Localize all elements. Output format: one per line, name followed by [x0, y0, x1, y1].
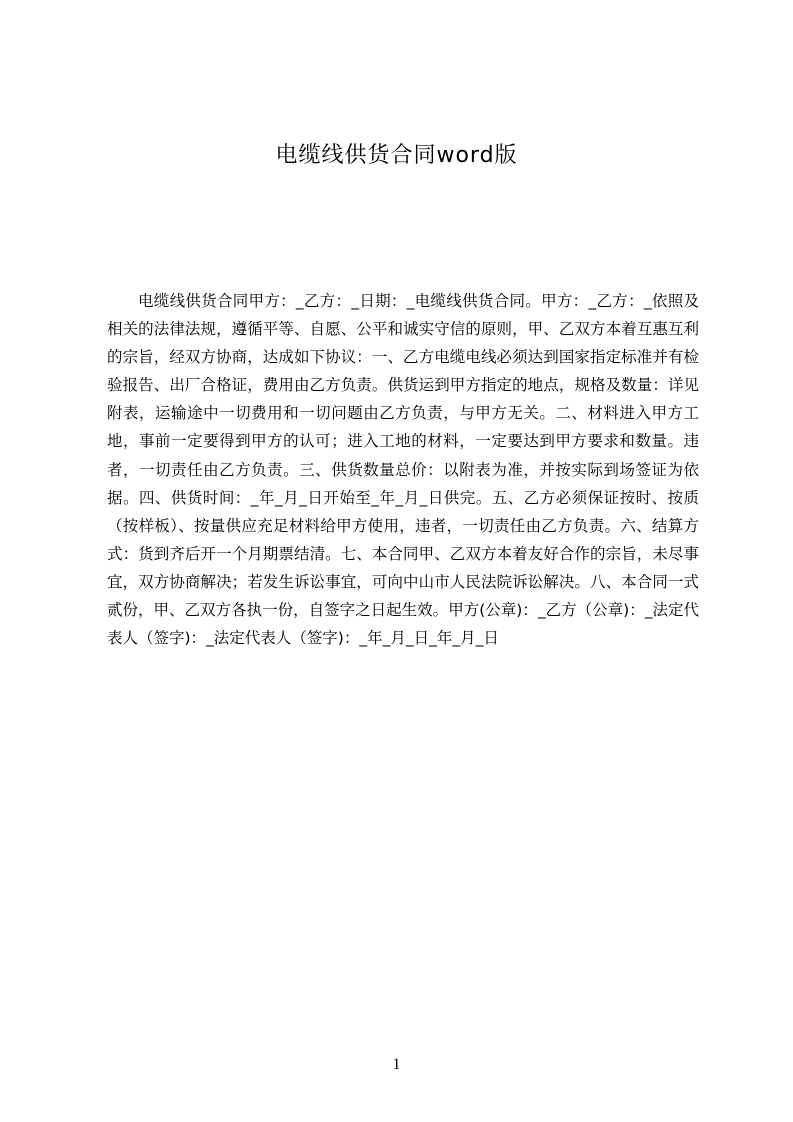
page-number: 1	[392, 1056, 401, 1073]
document-title: 电缆线供货合同word版	[275, 143, 518, 168]
contract-body-paragraph: 电缆线供货合同甲方：_乙方：_日期：_电缆线供货合同。甲方：_乙方：_依照及相关的法律法规，遵循平等、自愿、公平和诚实守信的原则，甲、乙双方本着互惠互利的宗旨，经双方协商，达成如下协议：一、乙方电缆电线必须达到国家指定标准并有检验报告、出厂合格证，费用由乙方负责。供货运到甲方指定的地点，规格及数量：详见附表，运输途中一切费用和一切问题由乙方负责，与甲方无关。二、材料进入甲方工地，事前一定要得到甲方的认可；进入工地的材料，一定要达到甲方要求和数量。违者，一切责任由乙方负责。三、供货数量总价：以附表为准，并按实际到场签证为依据。四、供货时间：_年_月_日开始至_年_月_日供完。五、乙方必须保证按时、按质（按样板）、按量供应充足材料给甲方使用，违者，一切责任由乙方负责。六、结算方式：货到齐后开一个月期票结清。七、本合同甲、乙双方本着友好合作的宗旨，未尽事宜，双方协商解决；若发生诉讼事宜，可向中山市人民法院诉讼解决。八、本合同一式贰份，甲、乙双方各执一份，自签字之日起生效。甲方(公章)：_乙方（公章)：_法定代表人（签字)：_法定代表人（签字)：_年_月_日_年_月_日	[107, 292, 699, 648]
